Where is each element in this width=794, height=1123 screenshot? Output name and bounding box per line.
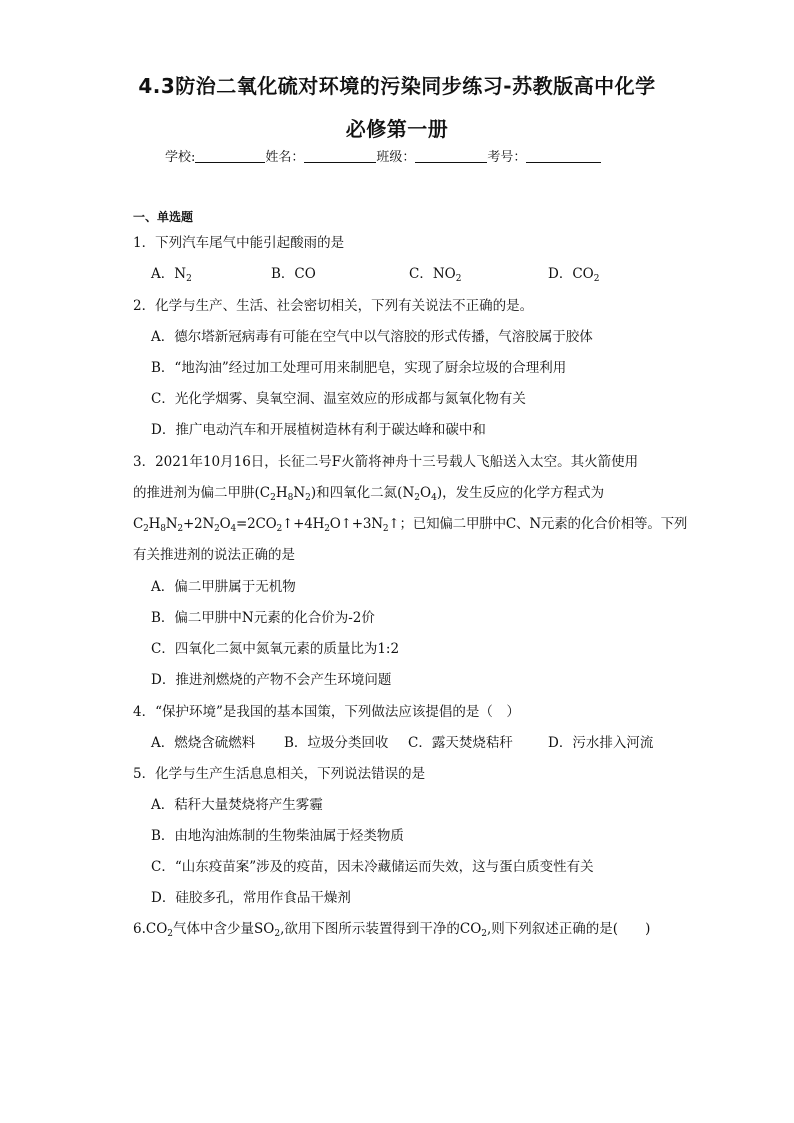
q3-option-c: C．四氧化二氮中氮氧元素的质量比为1:2 (151, 641, 400, 657)
student-info-row (165, 146, 601, 165)
document-title-line1: 4.3防治二氧化硫对环境的污染同步练习-苏教版高中化学 (138, 74, 656, 98)
q4-option-c: C．露天焚烧秸秆 (408, 735, 513, 751)
question-1-options (151, 266, 621, 284)
q2-option-c: C．光化学烟雾、臭氧空洞、温室效应的形成都与氮氧化物有关 (151, 391, 526, 407)
q2-option-b: B．“地沟油”经过加工处理可用来制肥皂，实现了厨余垃圾的合理利用 (151, 360, 567, 376)
q4-option-a: A．燃烧含硫燃料 (151, 735, 256, 751)
q5-option-a: A．秸秆大量焚烧将产生雾霾 (151, 797, 323, 813)
question-4-options (151, 735, 671, 753)
question-3-line4: 有关推进剂的说法正确的是 (133, 547, 295, 563)
class-blank[interactable] (415, 149, 487, 163)
q1-option-c: C．$NO_2$ (409, 266, 462, 284)
exam-no-label: 考号： (487, 150, 527, 165)
q2-option-a: A．德尔塔新冠病毒有可能在空气中以气溶胶的形式传播，气溶胶属于胶体 (151, 329, 593, 345)
q4-option-b: B．垃圾分类回收 (284, 735, 389, 751)
question-3-line1: 3．2021年10月16日，长征二号F火箭将神舟十三号载人飞船送入太空。其火箭使用 (133, 454, 639, 470)
question-6-stem: $6.CO_2$气体中含少量$SO_2$,欲用下图所示装置得到干净的$CO_2$,则下列叙述正确的是( ) (133, 921, 651, 939)
q3-option-a: A．偏二甲肼属于无机物 (151, 579, 296, 595)
question-4-stem: 4．“保护环境”是我国的基本国策，下列做法应该提倡的是（ ） (133, 704, 520, 720)
exam-no-blank[interactable] (526, 149, 601, 163)
q5-option-b: B．由地沟油炼制的生物柴油属于烃类物质 (151, 828, 404, 844)
question-3-line2: 的推进剂为偏二甲肼$(C_2H_8N_2)$和四氧化二氮$(N_2O_4)$，发生反应的化学方程式为 (133, 485, 605, 503)
question-3-line3: $C_2H_8N_2+2N_2O_4=2CO_2↑+4H_2O↑+3N_2↑$；已知偏二甲肼中C、N元素的化合价相等。下列 (133, 516, 688, 534)
school-blank[interactable] (195, 149, 265, 163)
q4-option-d: D．污水排入河流 (548, 735, 654, 751)
question-2-stem: 2．化学与生产、生活、社会密切相关，下列有关说法不正确的是。 (133, 298, 534, 314)
question-5-stem: 5．化学与生产生活息息相关，下列说法错误的是 (133, 766, 426, 782)
class-label: 班级： (376, 150, 416, 165)
document-title-line2: 必修第一册 (345, 117, 449, 141)
name-blank[interactable] (304, 149, 376, 163)
q1-option-b: B．CO (271, 266, 316, 282)
q3-option-d: D．推进剂燃烧的产物不会产生环境问题 (151, 672, 392, 688)
q2-option-d: D．推广电动汽车和开展植树造林有利于碳达峰和碳中和 (151, 422, 486, 438)
q1-option-a: A．$N_2$ (151, 266, 192, 284)
section-heading: 一、单选题 (133, 210, 194, 224)
q3-option-b: B．偏二甲肼中N元素的化合价为-2价 (151, 610, 375, 626)
name-label: 姓名： (265, 150, 305, 165)
q1-option-d: D．$CO_2$ (548, 266, 600, 284)
q5-option-d: D．硅胶多孔，常用作食品干燥剂 (151, 890, 351, 906)
q5-option-c: C．“山东疫苗案”涉及的疫苗，因未冷藏储运而失效，这与蛋白质变性有关 (151, 859, 594, 875)
school-label: 学校: (165, 150, 196, 165)
question-1-stem: 1．下列汽车尾气中能引起酸雨的是 (133, 235, 345, 251)
